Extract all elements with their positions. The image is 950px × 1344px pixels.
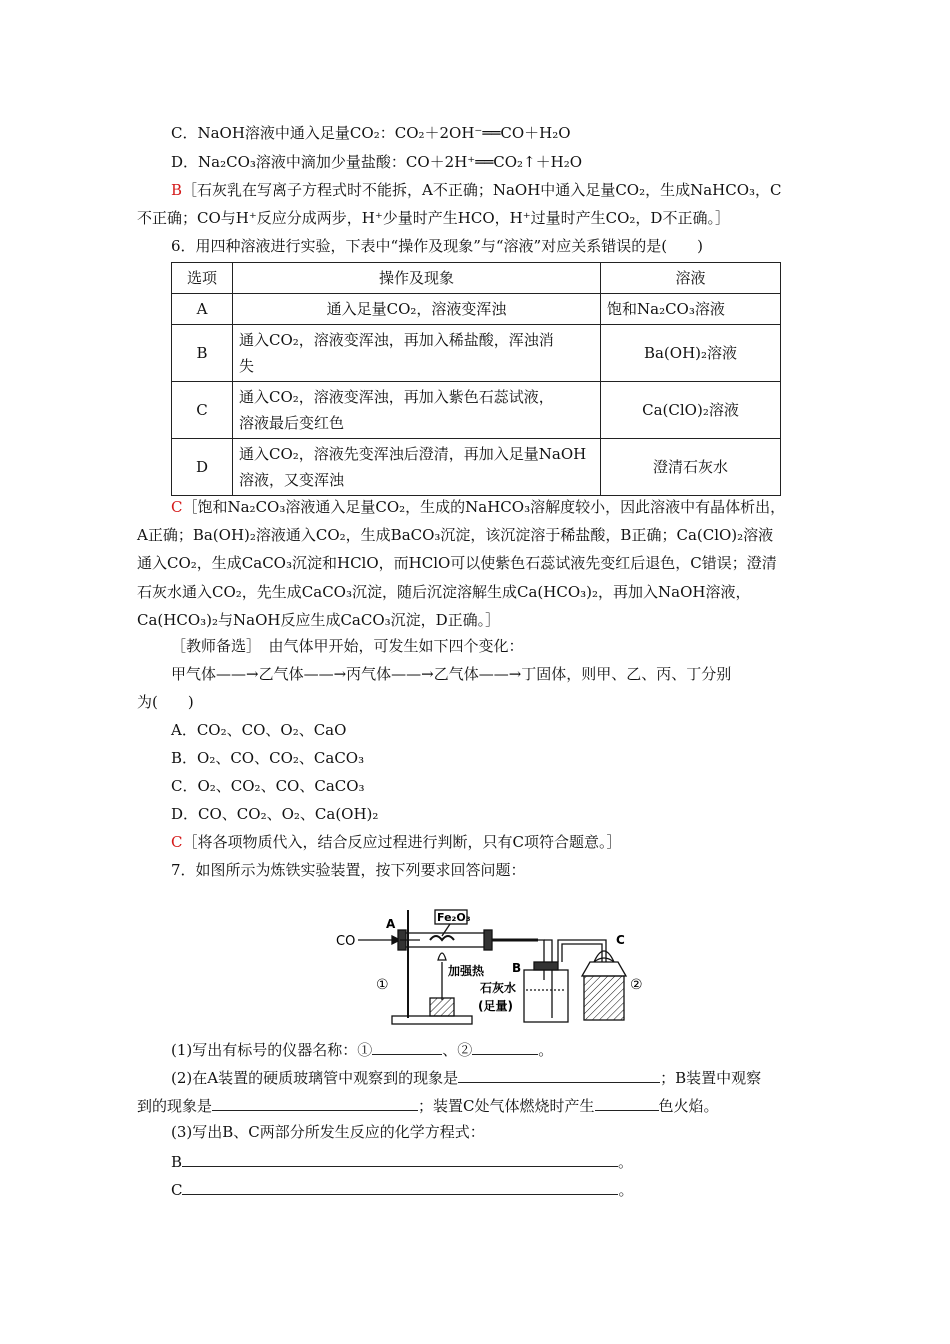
answer-blank[interactable]	[472, 1038, 538, 1055]
q7-p2-text-d: ；装置C处气体燃烧时产生	[418, 1097, 595, 1115]
operation-line: 通入CO₂，溶液变浑浊，再加入紫色石蕊试液，	[239, 388, 554, 406]
table-cell-operation	[233, 439, 601, 496]
table-cell-option: A	[172, 294, 233, 325]
q5-option-d: D．Na₂CO₃溶液中滴加少量盐酸：CO＋2H⁺══CO₂↑＋H₂O	[171, 153, 583, 171]
q7-part2-line1	[171, 1066, 761, 1088]
table-row	[172, 294, 781, 325]
table-row	[172, 439, 781, 496]
figure-label-co: CO	[336, 934, 356, 949]
q6-answer: C	[171, 498, 183, 516]
equation-end: 。	[618, 1153, 634, 1171]
q7-equation-b	[171, 1150, 633, 1172]
q7-part3: (3)写出B、C两部分所发生反应的化学方程式：	[171, 1123, 485, 1141]
q7-p2-text-b: ；B装置中观察	[660, 1069, 762, 1087]
table-cell-operation	[233, 325, 601, 382]
q6-explanation-line2: A正确；Ba(OH)₂溶液通入CO₂，生成BaCO₃沉淀，该沉淀溶于稀盐酸，B正确；Ca(ClO)₂溶液	[137, 526, 774, 544]
figure-label-enough: (足量)	[478, 999, 513, 1013]
table-header-row	[172, 263, 781, 294]
q7-p2-text-e: 色火焰。	[658, 1097, 719, 1115]
q7-p1-text: (1)写出有标号的仪器名称：①	[171, 1041, 373, 1059]
q6-table	[171, 262, 781, 496]
answer-blank[interactable]	[595, 1094, 659, 1111]
equation-end: 。	[618, 1181, 634, 1199]
q5-option-c: C．NaOH溶液中通入足量CO₂：CO₂＋2OH⁻══CO＋H₂O	[171, 124, 571, 142]
bonus-option-d: D．CO、CO₂、O₂、Ca(OH)₂	[171, 805, 379, 823]
figure-label-b: B	[512, 961, 522, 975]
q6-explanation-line1	[171, 497, 785, 517]
bonus-heading: ［教师备选］ 由气体甲开始，可发生如下四个变化：	[171, 637, 524, 655]
table-row	[172, 325, 781, 382]
q7-p2-text: (2)在A装置的硬质玻璃管中观察到的现象是	[171, 1069, 459, 1087]
answer-blank[interactable]	[372, 1038, 442, 1055]
bonus-option-a: A．CO₂、CO、O₂、CaO	[171, 721, 347, 739]
bonus-chain: 甲气体——→乙气体——→丙气体——→乙气体——→丁固体，则甲、乙、丙、丁分别	[171, 665, 732, 683]
bonus-explanation	[171, 832, 621, 852]
bonus-answer: C	[171, 833, 183, 851]
q6-explanation-line3: 通入CO₂，生成CaCO₃沉淀和HClO，而HClO可以使紫色石蕊试液先变红后退色，C错误；澄清	[137, 554, 777, 572]
answer-blank[interactable]	[212, 1094, 418, 1111]
table-cell-option: D	[172, 439, 233, 496]
q7-equation-c	[171, 1178, 634, 1200]
q6-expl1: ［饱和Na₂CO₃溶液通入足量CO₂，生成的NaHCO₃溶解度较小，因此溶液中有晶体析出，	[182, 498, 786, 516]
bonus-option-c: C．O₂、CO₂、CO、CaCO₃	[171, 777, 365, 795]
table-cell-solution: Ca(ClO)₂溶液	[601, 382, 781, 439]
q6-explanation-line4: 石灰水通入CO₂，先生成CaCO₃沉淀，随后沉淀溶解生成Ca(HCO₃)₂，再加入NaOH溶液，	[137, 583, 751, 601]
figure-label-heat: 加强热	[448, 964, 485, 978]
table-row	[172, 382, 781, 439]
table-cell-operation	[233, 382, 601, 439]
q7-p1-end: 。	[538, 1041, 554, 1059]
bonus-option-b: B．O₂、CO、CO₂、CaCO₃	[171, 749, 365, 767]
operation-line: 溶液最后变红色	[239, 414, 345, 432]
q7-stem: 7．如图所示为炼铁实验装置，按下列要求回答问题：	[171, 861, 526, 879]
answer-blank[interactable]	[458, 1066, 660, 1083]
table-cell-option: C	[172, 382, 233, 439]
equation-label-c: C	[171, 1181, 183, 1199]
table-header-cell: 操作及现象	[233, 263, 601, 294]
figure-label-c: C	[616, 933, 625, 947]
figure-label-2: ②	[630, 977, 643, 993]
q7-part1	[171, 1038, 553, 1060]
answer-blank[interactable]	[182, 1178, 618, 1195]
table-cell-solution: 饱和Na₂CO₃溶液	[601, 294, 781, 325]
operation-line: 失	[239, 357, 255, 375]
table-header-cell: 选项	[172, 263, 233, 294]
q5-expl1: ［石灰乳在写离子方程式时不能拆，A不正确；NaOH中通入足量CO₂，生成NaHCO₃，C	[182, 181, 782, 199]
operation-line: 通入CO₂，溶液先变浑浊后澄清，再加入足量NaOH	[239, 445, 587, 463]
figure-label-fe2o3: Fe₂O₃	[437, 911, 471, 924]
q6-explanation-line5: Ca(HCO₃)₂与NaOH反应生成CaCO₃沉淀，D正确。］	[137, 611, 501, 629]
q7-p2-text-c: 到的现象是	[137, 1097, 213, 1115]
q7-p1-sep: 、②	[442, 1041, 473, 1059]
figure-label-a: A	[386, 917, 396, 931]
q6-stem: 6．用四种溶液进行实验，下表中“操作及现象”与“溶液”对应关系错误的是( )	[171, 237, 703, 255]
bonus-chain-line2: 为( )	[137, 693, 194, 711]
q5-explanation-line1	[171, 180, 782, 200]
operation-line: 通入CO₂，溶液变浑浊，再加入稀盐酸，浑浊消	[239, 331, 554, 349]
table-cell-option: B	[172, 325, 233, 382]
q5-explanation-line2: 不正确；CO与H⁺反应分成两步，H⁺少量时产生HCO，H⁺过量时产生CO₂，D不正确。］	[137, 209, 730, 227]
table-header-cell: 溶液	[601, 263, 781, 294]
answer-blank[interactable]	[182, 1150, 618, 1167]
figure-label-limewater: 石灰水	[480, 981, 517, 995]
equation-label-b: B	[171, 1153, 183, 1171]
table-cell-solution: Ba(OH)₂溶液	[601, 325, 781, 382]
bonus-expl: ［将各项物质代入，结合反应过程进行判断，只有C项符合题意。］	[182, 833, 622, 851]
figure-label-1: ①	[376, 977, 389, 993]
iron-smelting-apparatus-figure	[330, 900, 660, 1030]
table-cell-solution: 澄清石灰水	[601, 439, 781, 496]
q5-answer: B	[171, 181, 183, 199]
table-cell-operation: 通入足量CO₂，溶液变浑浊	[233, 294, 601, 325]
operation-line: 溶液，又变浑浊	[239, 471, 345, 489]
q7-part2-line2	[137, 1094, 719, 1116]
